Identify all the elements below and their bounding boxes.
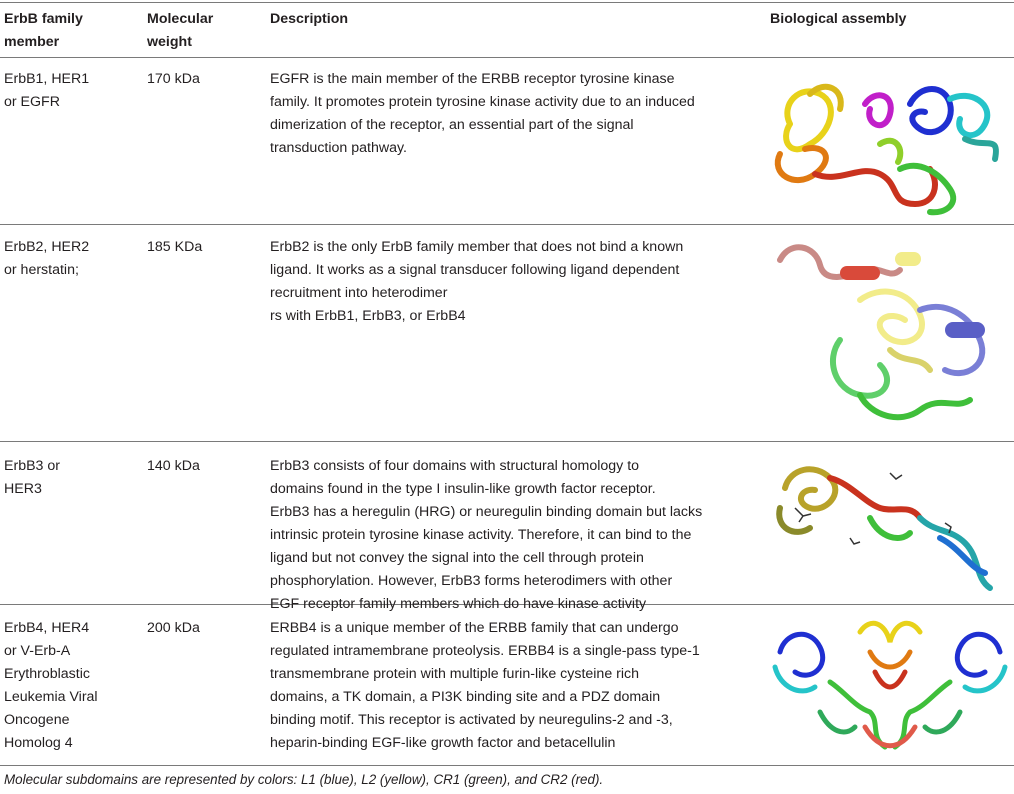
row1-weight: 170 kDa bbox=[147, 71, 200, 87]
header-weight: Molecular weight bbox=[147, 11, 214, 50]
row3-structure-image bbox=[770, 448, 1010, 600]
row3-weight: 140 kDa bbox=[147, 458, 200, 474]
row3-member: ErbB3 or HER3 bbox=[4, 458, 60, 497]
row4-member: ErbB4, HER4 or V-Erb-A Erythroblastic Leukemia Viral Oncogene Homolog 4 bbox=[4, 620, 98, 751]
row2-description: ErbB2 is the only ErbB family member that does not bind a known ligand. It works as a signal transducer following ligand dependent recruitment into heterodimer rs with ErbB1, ErbB3, or ErbB4 bbox=[270, 239, 684, 324]
row2-structure-image bbox=[770, 230, 1010, 436]
row4-weight: 200 kDa bbox=[147, 620, 200, 636]
table-top-rule bbox=[0, 2, 1014, 3]
header-description: Description bbox=[270, 11, 349, 27]
row-divider bbox=[0, 441, 1014, 442]
row1-structure-image bbox=[770, 64, 1010, 222]
row1-member: ErbB1, HER1 or EGFR bbox=[4, 71, 90, 110]
table-footnote: Molecular subdomains are represented by colors: L1 (blue), L2 (yellow), CR1 (green), and CR2 (red). bbox=[4, 772, 604, 787]
row4-description: ERBB4 is a unique member of the ERBB family that can undergo regulated intramembrane proteolysis. ERBB4 is a single-pass type-1 transmembrane protein with multiple furin-like cysteine rich domains, a TK domain, a PI3K binding site and a PDZ domain binding motif. This receptor is activated by neuregulins-2 and -3, heparin-binding EGF-like growth factor and betacellulin bbox=[270, 620, 700, 751]
table-bottom-rule bbox=[0, 765, 1014, 766]
header-member: ErbB family member bbox=[4, 11, 83, 50]
row-divider bbox=[0, 224, 1014, 225]
row2-member: ErbB2, HER2 or herstatin; bbox=[4, 239, 90, 278]
row2-weight: 185 KDa bbox=[147, 239, 203, 255]
header-rule bbox=[0, 57, 1014, 58]
row3-description: ErbB3 consists of four domains with structural homology to domains found in the type I insulin-like growth factor receptor. ErbB3 has a heregulin (HRG) or neuregulin binding domain but lacks intrinsic protein tyrosine kinase activity. Therefore, it can bind to the ligand but not convey the signal into the cell through protein phosphorylation. However, ErbB3 forms heterodimers with other EGF receptor family members which do have kinase activity bbox=[270, 458, 703, 612]
header-biological-assembly: Biological assembly bbox=[770, 11, 907, 27]
row1-description: EGFR is the main member of the ERBB receptor tyrosine kinase family. It promotes protein tyrosine kinase activity due to an induced dimerization of the receptor, an essential part of the signal transduction pathway. bbox=[270, 71, 695, 156]
row4-structure-image bbox=[770, 612, 1010, 762]
